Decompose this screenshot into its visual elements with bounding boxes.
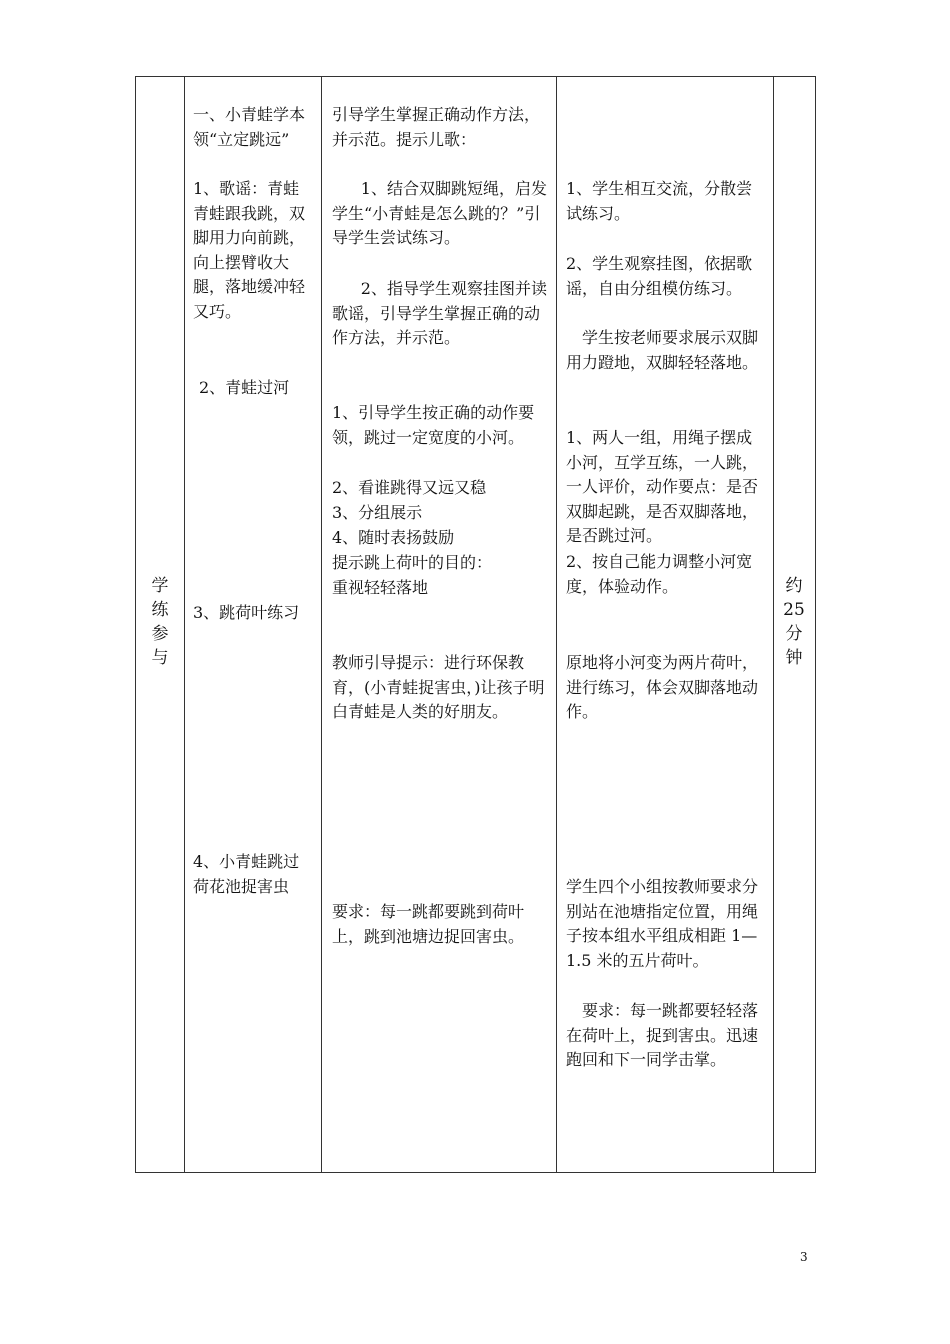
student-text-5: 2、按自己能力调整小河宽度，体验动作。 bbox=[566, 552, 753, 596]
student-text-8: 要求：每一跳都要轻轻落在荷叶上，捉到害虫。迅速跑回和下一同学击掌。 bbox=[566, 1001, 759, 1070]
column-divider bbox=[321, 77, 322, 1172]
teacher-text-4: 1、引导学生按正确的动作要领，跳过一定宽度的小河。 bbox=[332, 403, 535, 447]
teacher-text-7: 4、随时表扬鼓励 bbox=[332, 528, 455, 547]
teacher-text-2: 1、结合双脚跳短绳，启发学生“小青蛙是怎么跳的？”引导学生尝试练习。 bbox=[332, 179, 547, 248]
page-number: 3 bbox=[800, 1250, 808, 1264]
teacher-text-5: 2、看谁跳得又远又稳 bbox=[332, 478, 487, 497]
student-text-4: 1、两人一组，用绳子摆成小河，互学互练，一人跳，一人评价，动作要点：是否双脚起跳，是否双脚落地，是否跳过河。 bbox=[566, 428, 759, 546]
student-text-6: 原地将小河变为两片荷叶，进行练习，体会双脚落地动作。 bbox=[566, 653, 759, 722]
teacher-text-11: 要求：每一跳都要跳到荷叶上，跳到池塘边捉回害虫。 bbox=[332, 902, 525, 946]
section-label: 学练参与 bbox=[151, 576, 169, 668]
activity-1-title: 一、小青蛙学本领“立定跳远” bbox=[193, 105, 306, 149]
column-divider bbox=[556, 77, 557, 1172]
teacher-text-10: 教师引导提示：进行环保教育，(小青蛙捉害虫，)让孩子明白青蛙是人类的好朋友。 bbox=[332, 653, 545, 722]
column-divider bbox=[184, 77, 185, 1172]
teacher-text-3: 2、指导学生观察挂图并读歌谣，引导学生掌握正确的动作方法，并示范。 bbox=[332, 279, 547, 348]
activity-2-title: 2、青蛙过河 bbox=[199, 378, 290, 397]
activity-1-song: 1、歌谣：青蛙青蛙跟我跳，双脚用力向前跳，向上摆臂收大腿，落地缓冲轻又巧。 bbox=[193, 179, 306, 321]
teacher-text-8: 提示跳上荷叶的目的： bbox=[332, 553, 493, 572]
column-divider bbox=[773, 77, 774, 1172]
teacher-text-6: 3、分组展示 bbox=[332, 503, 423, 522]
teacher-text-1: 引导学生掌握正确动作方法，并示范。提示儿歌： bbox=[332, 105, 541, 149]
student-text-3: 学生按老师要求展示双脚用力蹬地，双脚轻轻落地。 bbox=[566, 328, 759, 372]
lesson-table bbox=[135, 76, 816, 1173]
student-text-1: 1、学生相互交流，分散尝试练习。 bbox=[566, 179, 753, 223]
activity-3-title: 3、跳荷叶练习 bbox=[193, 603, 300, 622]
student-text-2: 2、学生观察挂图，依据歌谣，自由分组模仿练习。 bbox=[566, 254, 753, 298]
student-text-7: 学生四个小组按教师要求分别站在池塘指定位置，用绳子按本组水平组成相距 1—1.5 米的五片荷叶。 bbox=[566, 877, 759, 970]
activity-4-title: 4、小青蛙跳过荷花池捉害虫 bbox=[193, 852, 300, 896]
teacher-text-9: 重视轻轻落地 bbox=[332, 578, 429, 597]
time-label: 约25分钟 bbox=[783, 576, 805, 668]
